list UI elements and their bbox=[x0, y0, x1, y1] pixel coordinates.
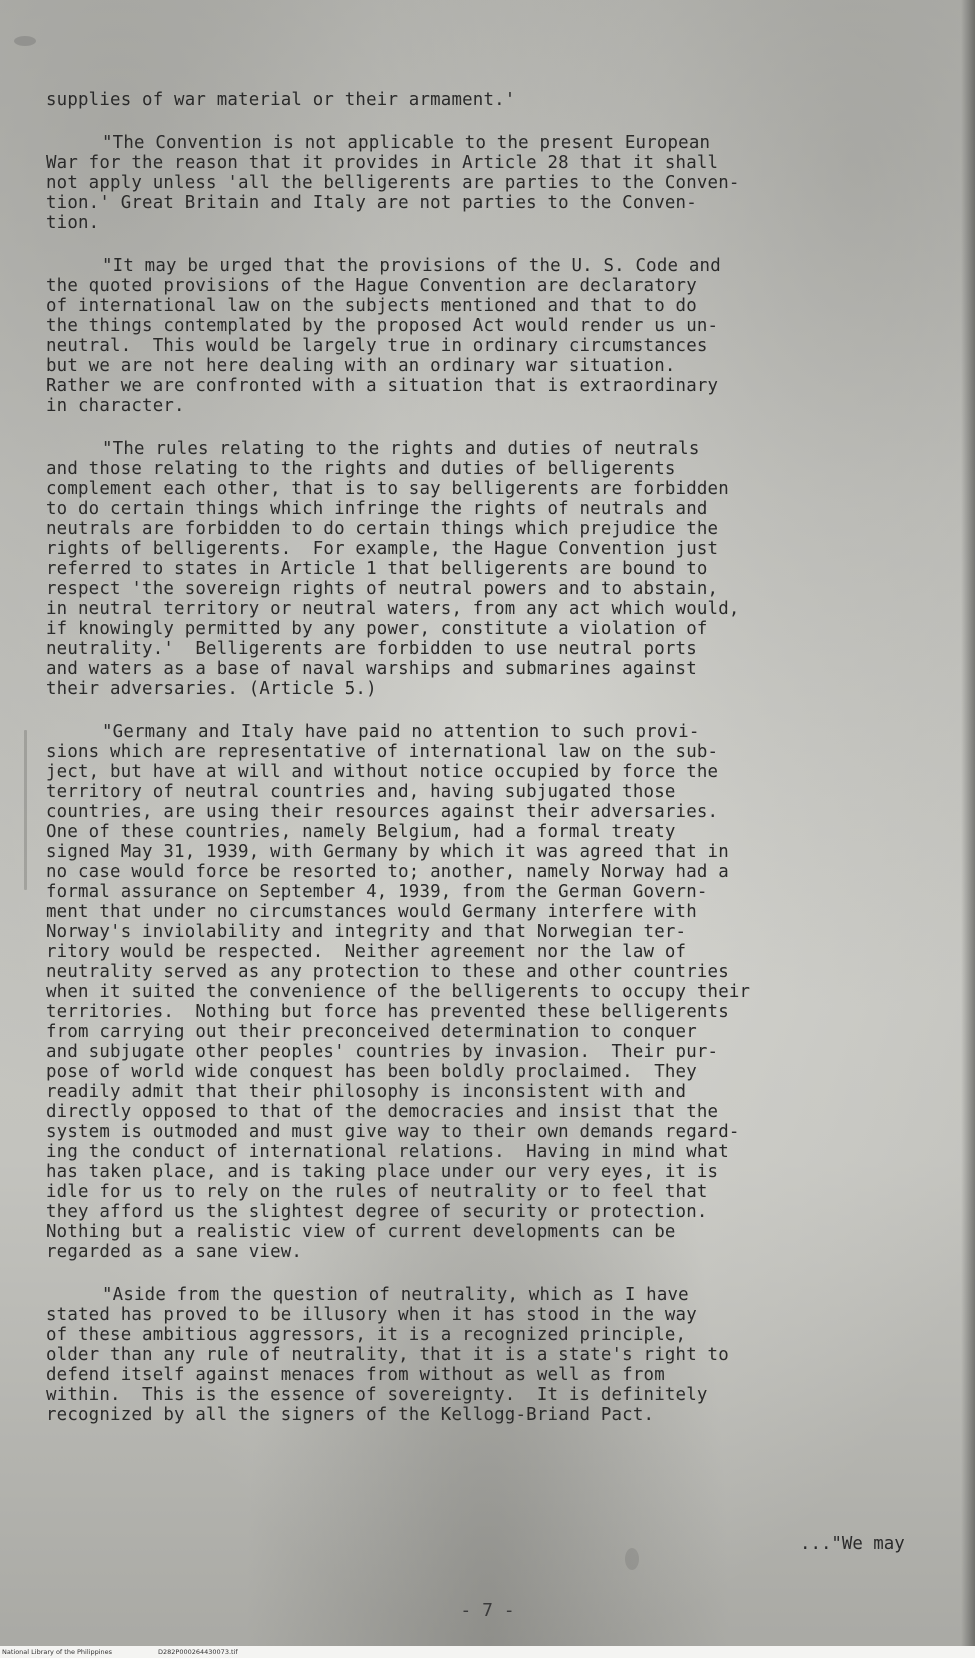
text-line: their adversaries. (Article 5.) bbox=[46, 679, 377, 699]
text-line: neutrality served as any protection to these and other countries bbox=[46, 962, 729, 982]
text-line: countries, are using their resources against their adversaries. bbox=[46, 802, 719, 822]
text-line: in neutral territory or neutral waters, from any act which would, bbox=[46, 599, 740, 619]
text-line: recognized by all the signers of the Kellogg-Briand Pact. bbox=[46, 1405, 655, 1425]
text-line: formal assurance on September 4, 1939, from the German Govern- bbox=[46, 882, 708, 902]
text-line: neutral. This would be largely true in ordinary circumstances bbox=[46, 336, 708, 356]
text-line: referred to states in Article 1 that belligerents are bound to bbox=[46, 559, 708, 579]
text-line: defend itself against menaces from without as well as from bbox=[46, 1365, 665, 1385]
text-line: not apply unless 'all the belligerents are parties to the Conven- bbox=[46, 173, 740, 193]
page-number: - 7 - bbox=[460, 1600, 515, 1621]
text-line: territories. Nothing but force has prevented these belligerents bbox=[46, 1002, 729, 1022]
ink-smudge bbox=[625, 1548, 639, 1570]
text-line: older than any rule of neutrality, that it is a state's right to bbox=[46, 1345, 729, 1365]
text-line: but we are not here dealing with an ordinary war situation. bbox=[46, 356, 676, 376]
text-line: and waters as a base of naval warships and submarines against bbox=[46, 659, 697, 679]
text-line: "The Convention is not applicable to the present European bbox=[102, 133, 711, 153]
text-line: pose of world wide conquest has been boldly proclaimed. They bbox=[46, 1062, 697, 1082]
text-line: the things contemplated by the proposed Act would render us un- bbox=[46, 316, 719, 336]
text-line: of international law on the subjects mentioned and that to do bbox=[46, 296, 697, 316]
text-line: from carrying out their preconceived determination to conquer bbox=[46, 1022, 697, 1042]
archive-footer bbox=[0, 1646, 975, 1658]
text-line: readily admit that their philosophy is inconsistent with and bbox=[46, 1082, 687, 1102]
text-line: Norway's inviolability and integrity and that Norwegian ter- bbox=[46, 922, 687, 942]
text-line: territory of neutral countries and, having subjugated those bbox=[46, 782, 676, 802]
text-line: within. This is the essence of sovereignty. It is definitely bbox=[46, 1385, 708, 1405]
text-line: supplies of war material or their armament.' bbox=[46, 90, 516, 110]
text-line: regarded as a sane view. bbox=[46, 1242, 303, 1262]
text-line: ment that under no circumstances would Germany interfere with bbox=[46, 902, 697, 922]
text-line: "The rules relating to the rights and duties of neutrals bbox=[102, 439, 700, 459]
text-line: they afford us the slightest degree of security or protection. bbox=[46, 1202, 708, 1222]
text-line: and those relating to the rights and duties of belligerents bbox=[46, 459, 676, 479]
text-line: in character. bbox=[46, 396, 185, 416]
text-line: idle for us to rely on the rules of neutrality or to feel that bbox=[46, 1182, 708, 1202]
text-line: War for the reason that it provides in Article 28 that it shall bbox=[46, 153, 719, 173]
footer-library-name: National Library of the Philippines bbox=[2, 1648, 113, 1656]
text-line: tion.' Great Britain and Italy are not parties to the Conven- bbox=[46, 193, 697, 213]
text-line: no case would force be resorted to; another, namely Norway had a bbox=[46, 862, 729, 882]
text-line: ject, but have at will and without notice occupied by force the bbox=[46, 762, 719, 782]
text-line: system is outmoded and must give way to their own demands regard- bbox=[46, 1122, 740, 1142]
text-line: rights of belligerents. For example, the Hague Convention just bbox=[46, 539, 719, 559]
text-line: stated has proved to be illusory when it has stood in the way bbox=[46, 1305, 697, 1325]
text-line: to do certain things which infringe the rights of neutrals and bbox=[46, 499, 708, 519]
page-edge-shadow bbox=[961, 0, 975, 1658]
text-line: Rather we are confronted with a situation that is extraordinary bbox=[46, 376, 719, 396]
continuation-catchword: ..."We may bbox=[800, 1534, 905, 1554]
text-line: ing the conduct of international relations. Having in mind what bbox=[46, 1142, 729, 1162]
text-line: signed May 31, 1939, with Germany by which it was agreed that in bbox=[46, 842, 729, 862]
text-line: if knowingly permitted by any power, constitute a violation of bbox=[46, 619, 708, 639]
text-line: neutrality.' Belligerents are forbidden to use neutral ports bbox=[46, 639, 697, 659]
text-line: respect 'the sovereign rights of neutral powers and to abstain, bbox=[46, 579, 719, 599]
text-line: has taken place, and is taking place under our very eyes, it is bbox=[46, 1162, 719, 1182]
text-line: "It may be urged that the provisions of the U. S. Code and bbox=[102, 256, 721, 276]
text-line: and subjugate other peoples' countries by invasion. Their pur- bbox=[46, 1042, 719, 1062]
text-line: Nothing but a realistic view of current developments can be bbox=[46, 1222, 676, 1242]
text-line: directly opposed to that of the democracies and insist that the bbox=[46, 1102, 719, 1122]
footer-file-name: D282P000264430073.tif bbox=[158, 1648, 238, 1656]
text-line: ritory would be respected. Neither agreement nor the law of bbox=[46, 942, 687, 962]
text-line: of these ambitious aggressors, it is a recognized principle, bbox=[46, 1325, 687, 1345]
text-line: "Germany and Italy have paid no attention to such provi- bbox=[102, 722, 700, 742]
text-line: the quoted provisions of the Hague Convention are declaratory bbox=[46, 276, 697, 296]
text-line: complement each other, that is to say belligerents are forbidden bbox=[46, 479, 729, 499]
text-line: when it suited the convenience of the belligerents to occupy their bbox=[46, 982, 751, 1002]
text-line: sions which are representative of international law on the sub- bbox=[46, 742, 719, 762]
text-line: "Aside from the question of neutrality, which as I have bbox=[102, 1285, 689, 1305]
text-line: One of these countries, namely Belgium, had a formal treaty bbox=[46, 822, 676, 842]
text-line: neutrals are forbidden to do certain things which prejudice the bbox=[46, 519, 719, 539]
text-line: tion. bbox=[46, 213, 100, 233]
